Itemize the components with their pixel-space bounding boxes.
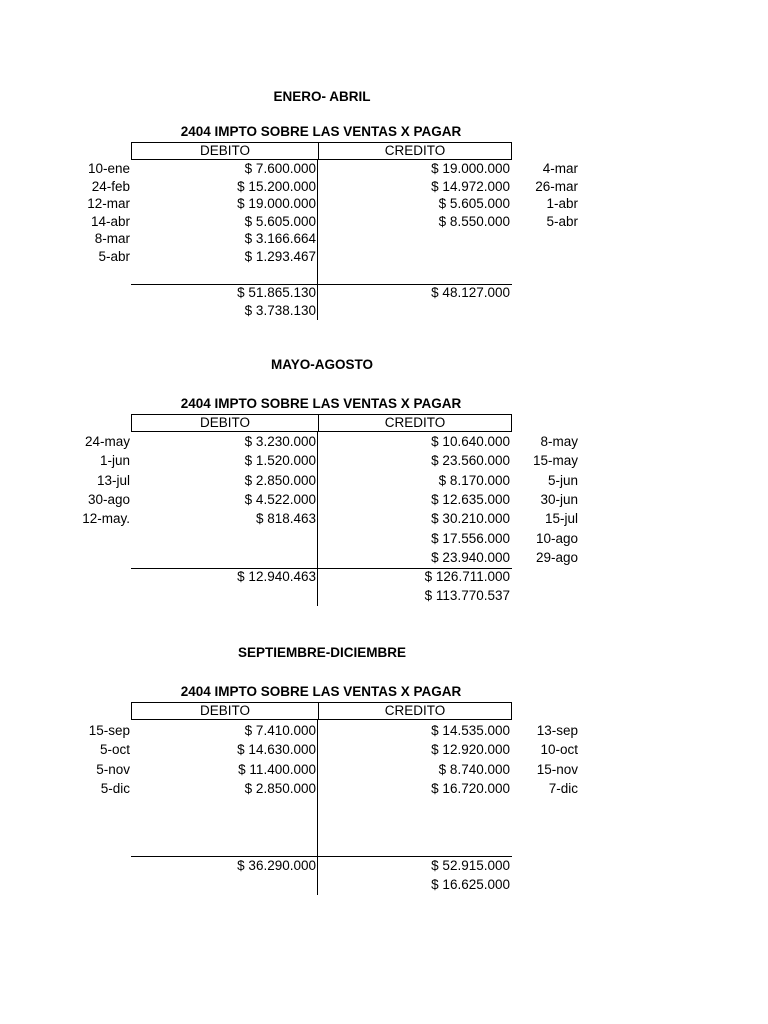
- debit-amount: $ 5.605.000: [244, 214, 316, 229]
- debit-date: 1-jun: [99, 453, 130, 468]
- debit-date: 24-may: [84, 434, 130, 449]
- debit-amount: $ 2.850.000: [244, 781, 316, 796]
- period-title: ENERO- ABRIL: [273, 89, 371, 104]
- debit-date: 10-ene: [87, 161, 130, 176]
- debit-date: 8-mar: [94, 231, 130, 246]
- credit-date: 15-may: [532, 453, 578, 468]
- debit-amount: $ 1.520.000: [244, 453, 316, 468]
- account-title: 2404 IMPTO SOBRE LAS VENTAS X PAGAR: [180, 684, 462, 699]
- debit-date: 13-jul: [96, 473, 130, 488]
- debit-amount: $ 3.166.664: [244, 231, 316, 246]
- debit-amount: $ 11.400.000: [238, 762, 316, 777]
- account-title: 2404 IMPTO SOBRE LAS VENTAS X PAGAR: [180, 396, 462, 411]
- credit-date: 1-abr: [546, 196, 578, 211]
- credit-amount: $ 14.535.000: [431, 723, 510, 738]
- debit-date: 5-oct: [99, 742, 130, 757]
- credit-amount: $ 14.972.000: [431, 179, 510, 194]
- credit-date: 13-sep: [536, 723, 578, 738]
- credit-total: $ 52.915.000: [431, 858, 510, 873]
- credit-header: CREDITO: [384, 143, 446, 158]
- credit-total: $ 48.127.000: [431, 285, 510, 300]
- debit-total: $ 36.290.000: [237, 858, 316, 873]
- debit-total: $ 51.865.130: [237, 285, 316, 300]
- debit-amount: $ 4.522.000: [244, 492, 316, 507]
- period-title: SEPTIEMBRE-DICIEMBRE: [237, 645, 406, 660]
- credit-date: 8-may: [540, 434, 578, 449]
- column-header: [131, 414, 512, 432]
- debit-amount: $ 15.200.000: [237, 179, 316, 194]
- debit-header: DEBITO: [132, 143, 319, 159]
- credit-amount: $ 10.640.000: [431, 434, 510, 449]
- credit-amount: $ 8.550.000: [438, 214, 510, 229]
- debit-date: 5-dic: [100, 781, 130, 796]
- credit-balance: [330, 302, 510, 320]
- credit-amount: $ 8.740.000: [438, 762, 510, 777]
- debit-balance: [140, 587, 316, 605]
- debit-date: 14-abr: [90, 214, 130, 229]
- center-divider: [317, 720, 318, 895]
- credit-amount: $ 30.210.000: [431, 511, 510, 526]
- debit-amount: $ 1.293.467: [244, 249, 316, 264]
- center-divider: [317, 432, 318, 606]
- credit-amount: $ 5.605.000: [438, 196, 510, 211]
- credit-header: CREDITO: [384, 703, 446, 718]
- credit-balance: $ 113.770.537: [424, 588, 510, 603]
- debit-date: 15-sep: [88, 723, 130, 738]
- credit-amount: $ 19.000.000: [431, 161, 510, 176]
- debit-header: DEBITO: [132, 703, 319, 719]
- credit-date: 30-jun: [540, 492, 578, 507]
- credit-amount: $ 23.560.000: [431, 453, 510, 468]
- debit-amount: $ 14.630.000: [237, 742, 316, 757]
- credit-balance: $ 16.625.000: [431, 877, 510, 892]
- credit-date: 5-abr: [546, 214, 578, 229]
- credit-amount: $ 23.940.000: [431, 550, 510, 565]
- credit-date: 10-ago: [535, 531, 578, 546]
- debit-total: $ 12.940.463: [237, 569, 316, 584]
- center-divider: [317, 160, 318, 320]
- credit-amount: $ 17.556.000: [431, 531, 510, 546]
- debit-date: 5-abr: [98, 249, 130, 264]
- credit-date: 4-mar: [542, 161, 578, 176]
- credit-date: 26-mar: [535, 179, 578, 194]
- debit-amount: $ 2.850.000: [244, 473, 316, 488]
- period-title: MAYO-AGOSTO: [270, 357, 373, 372]
- account-title: 2404 IMPTO SOBRE LAS VENTAS X PAGAR: [180, 124, 462, 139]
- column-header: [131, 702, 512, 720]
- debit-date: 30-ago: [87, 492, 130, 507]
- debit-balance: $ 3.738.130: [244, 303, 316, 318]
- credit-date: 7-dic: [548, 781, 578, 796]
- credit-date: 10-oct: [540, 742, 578, 757]
- debit-amount: $ 3.230.000: [244, 434, 316, 449]
- debit-header: DEBITO: [132, 415, 319, 431]
- debit-balance: [140, 876, 316, 894]
- debit-date: 12-mar: [87, 196, 130, 211]
- credit-header: CREDITO: [384, 415, 446, 430]
- credit-amount: $ 16.720.000: [431, 781, 510, 796]
- credit-amount: $ 12.920.000: [431, 742, 510, 757]
- credit-date: 15-jul: [544, 511, 578, 526]
- debit-date: 5-nov: [96, 762, 130, 777]
- credit-amount: $ 8.170.000: [438, 473, 510, 488]
- credit-date: 15-nov: [536, 762, 578, 777]
- credit-date: 5-jun: [547, 473, 578, 488]
- debit-amount: $ 19.000.000: [237, 196, 316, 211]
- debit-date: 12-may.: [82, 511, 130, 526]
- debit-amount: $ 7.600.000: [244, 161, 316, 176]
- column-header: [131, 142, 512, 160]
- credit-date: 29-ago: [535, 550, 578, 565]
- debit-amount: $ 818.463: [255, 511, 316, 526]
- debit-date: 24-feb: [91, 179, 130, 194]
- debit-amount: $ 7.410.000: [244, 723, 316, 738]
- credit-amount: $ 12.635.000: [431, 492, 510, 507]
- credit-total: $ 126.711.000: [424, 569, 510, 584]
